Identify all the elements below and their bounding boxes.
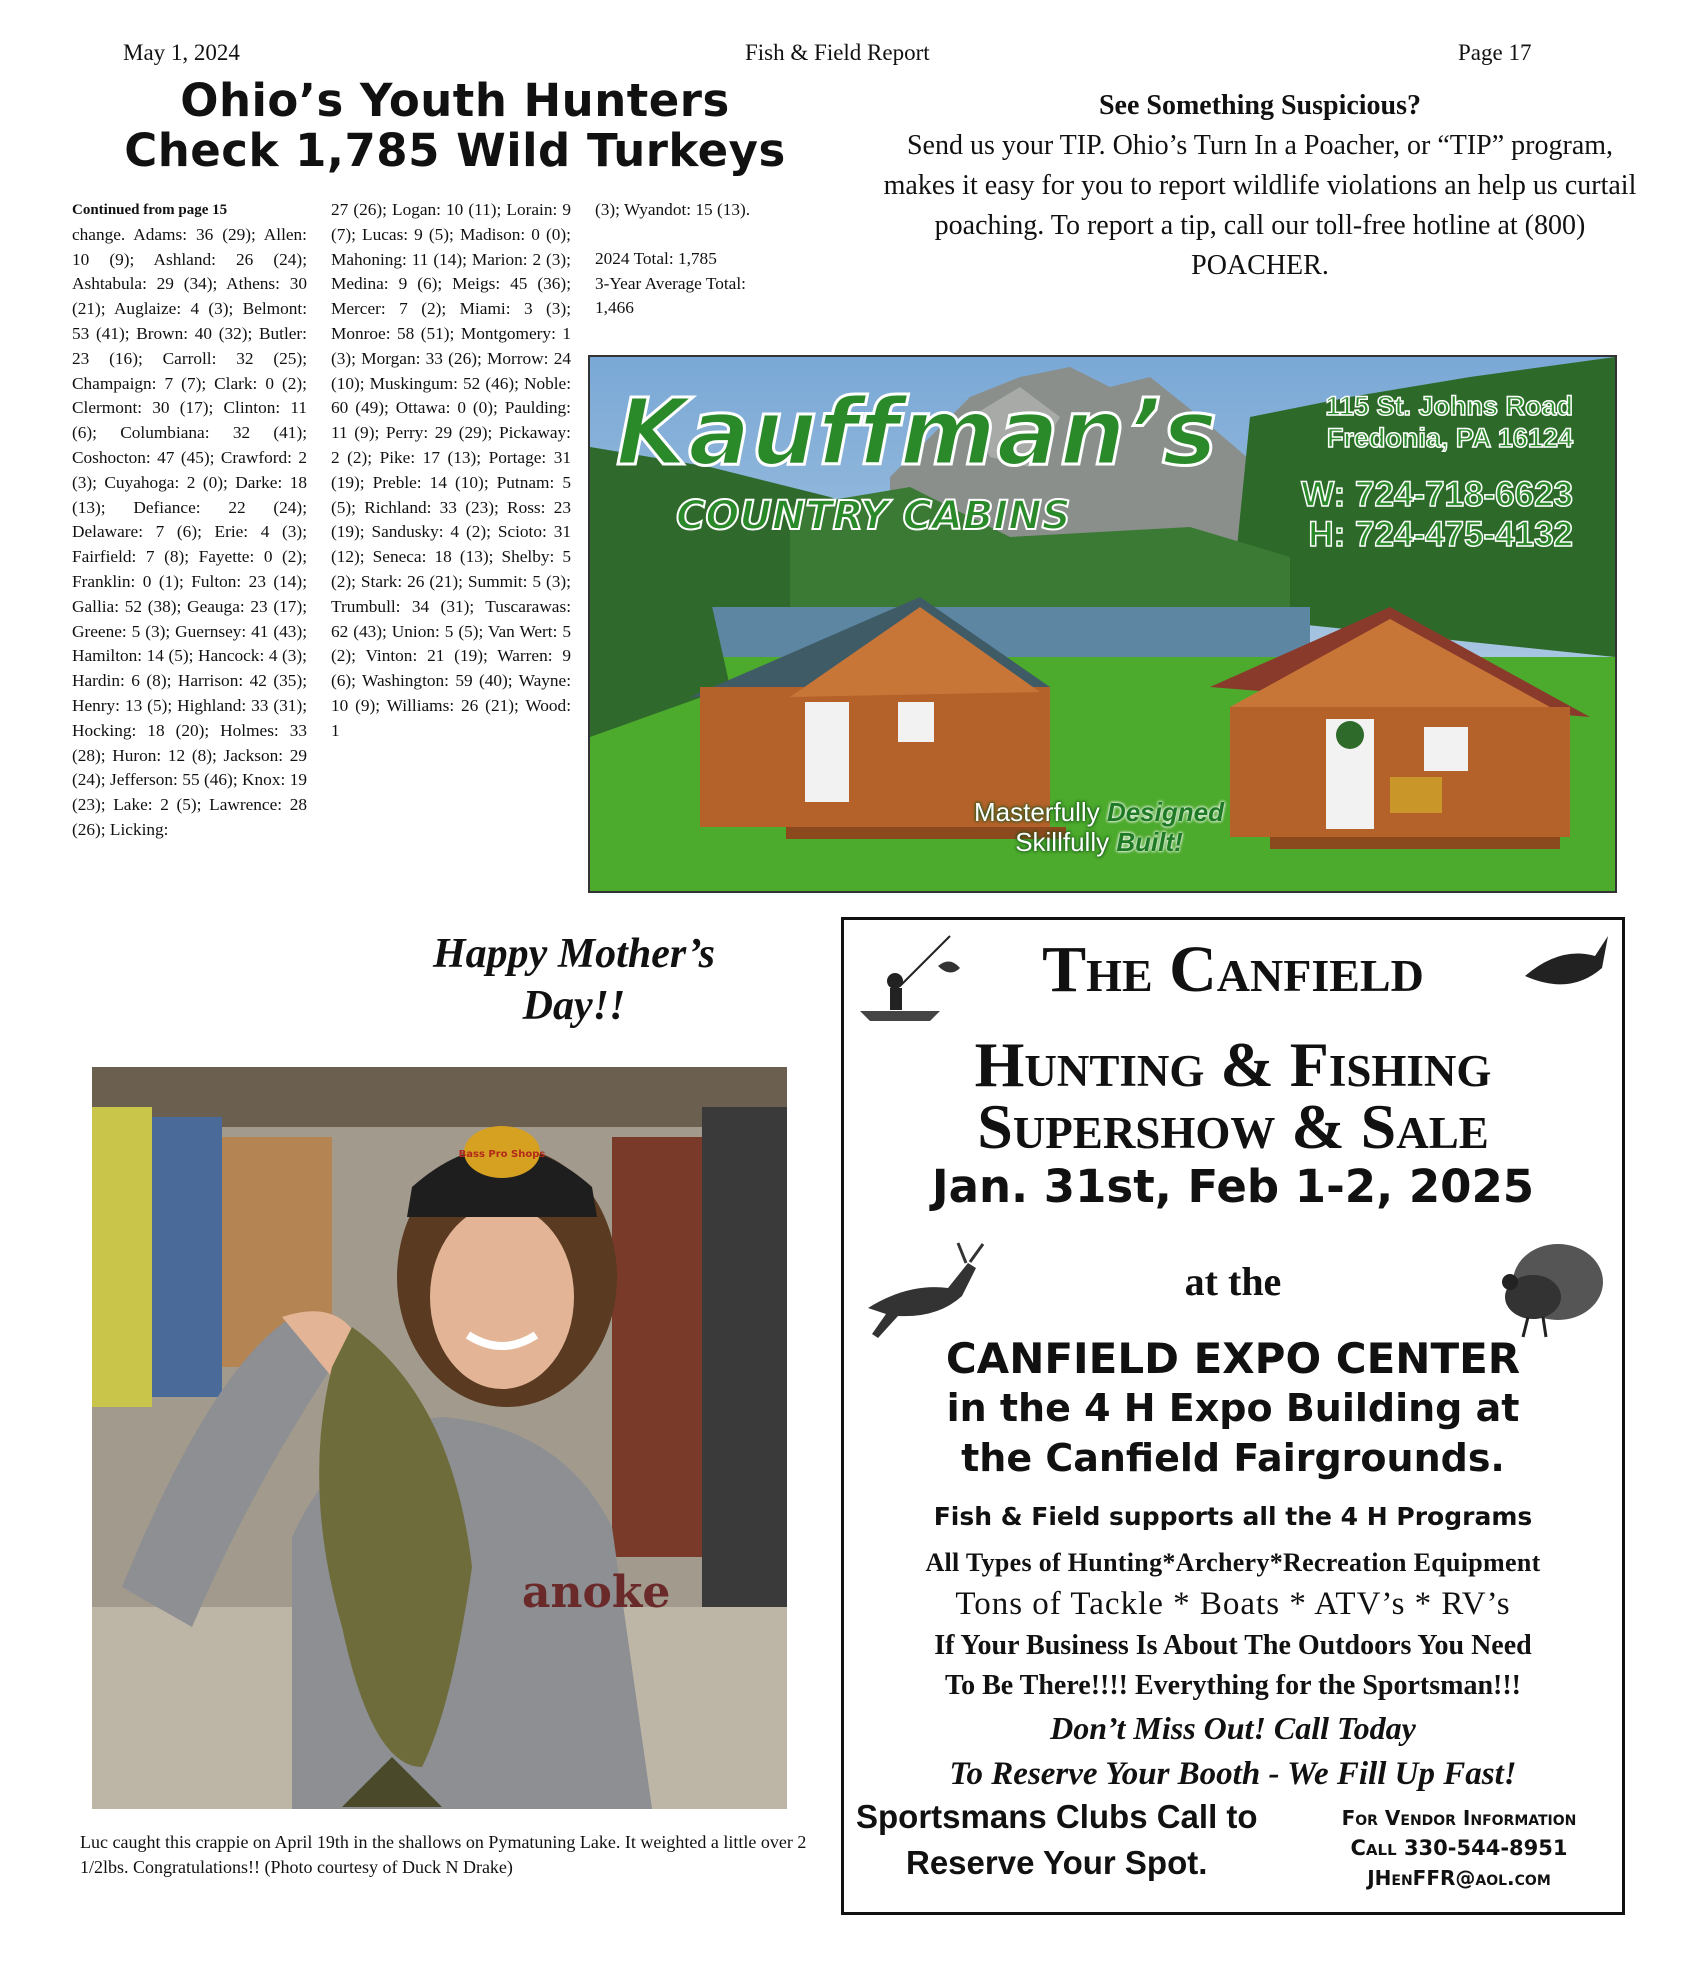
dont-miss-text: Don’t Miss Out! Call Today [1050, 1710, 1416, 1746]
avg-value: 1,466 [595, 298, 634, 318]
kauffman-home-phone: H: 724-475-4132 [1308, 515, 1573, 554]
tackle-boats-line: Tons of Tackle * Boats * ATV’s * RV’s [955, 1586, 1511, 1622]
headline-line-1: Ohio’s Youth Hunters [180, 74, 730, 127]
kauffman-logo-subtitle: COUNTRY CABINS [676, 493, 1071, 539]
show-name-line-2: Supershow & Sale [977, 1091, 1489, 1162]
venue-name: CANFIELD EXPO CENTER [945, 1334, 1521, 1383]
vendor-phone: Call 330-544-8951 [1350, 1836, 1568, 1860]
building-line-1: in the 4 H Expo Building at [946, 1386, 1520, 1430]
column-1-text: change. Adams: 36 (29); Allen: 10 (9); Ashland: 26 (24); Ashtabula: 29 (34); Athens: 30 (21); Auglaize: 4 (3); Belmont: 53 (41); Brown: 40 (32); Butler: 23 (16); Carroll: 32 (25); Champaign: 7 (7); Clark: 0 (2); Clermont: 30 (17); Clinton: 11 (6); Columbiana: 32 (41); Coshocton: 47 (45); Crawford: 2 (3); Cuyahoga: 2 (0); Darke: 18 (13); Defiance: 22 (24); Delaware: 7 (6); Erie: 4 (3); Fairfield: 7 (8); Fayette: 0 (2); Franklin: 0 (1); Fulton: 23 (14); Gallia: 52 (38); Geauga: 23 (17); Greene: 5 (3); Guernsey: 41 (43); Hamilton: 14 (5); Hancock: 4 (3); Hardin: 6 (8); Harrison: 42 (35); Henry: 13 (5); Highland: 33 (31); Hocking: 18 (20); Holmes: 33 (28); Huron: 12 (8); Jackson: 29 (24); Jefferson: 55 (46); Knox: 19 (23); Lake: 2 (5); Lawrence: 28 (26); Licking: [72, 224, 307, 839]
business-line-1: If Your Business Is About The Outdoors You Need [934, 1630, 1532, 1661]
kauffman-cabins-ad [588, 355, 1617, 893]
totals-block [595, 247, 825, 321]
crappie-photo [92, 1067, 787, 1809]
clubs-line-1: Sportsmans Clubs Call to [856, 1798, 1258, 1835]
tip-title: See Something Suspicious? [1098, 90, 1422, 121]
cap-logo-text: Bass Pro Shops [458, 1149, 546, 1160]
face-shape [430, 1205, 574, 1389]
kauffman-logo-name: Kauffman’s [616, 379, 1219, 486]
tagline-designed: Designed [1106, 797, 1224, 827]
article-column-3 [595, 198, 825, 321]
vendor-info-label: For Vendor Information [1341, 1806, 1577, 1830]
photo-caption: Luc caught this crappie on April 19th in the shallows on Pymatuning Lake. It weighted a little over 2 1/2lbs. Congratulations!! (Photo courtesy of Duck N Drake) [80, 1832, 807, 1877]
building-line-2: the Canfield Fairgrounds. [961, 1436, 1505, 1480]
equipment-types: All Types of Hunting*Archery*Recreation Equipment [925, 1548, 1541, 1577]
column-3-text: (3); Wyandot: 15 (13). [595, 200, 751, 219]
mothers-day-greeting [384, 928, 764, 1032]
business-line-2: To Be There!!!! Everything for the Sportsman!!! [944, 1670, 1522, 1701]
publication-name: Fish & Field Report [745, 40, 930, 65]
canfield-title: The Canfield [1042, 933, 1424, 1006]
mothers-day-line-1: Happy Mother’s [433, 931, 715, 977]
issue-date: May 1, 2024 [123, 40, 240, 65]
at-the-text: at the [1184, 1259, 1282, 1304]
article-headline [90, 76, 820, 176]
tip-body: Send us your TIP. Ohio’s Turn In a Poacher, or “TIP” program, makes it easy for you to report wildlife violations an help us curtail poaching. To report a tip, call our toll-free hotline at (800) POACHER. [883, 130, 1637, 281]
canfield-supershow-ad [841, 917, 1625, 1915]
article-column-1 [72, 198, 307, 843]
kauffman-tagline [974, 797, 1224, 857]
page-number: Page 17 [1458, 40, 1532, 65]
supports-4h-text: Fish & Field supports all the 4 H Programs [933, 1502, 1533, 1531]
tagline-skillfully: Skillfully [1015, 827, 1110, 857]
show-dates: Jan. 31st, Feb 1-2, 2025 [931, 1160, 1535, 1213]
continued-note: Continued from page 15 [72, 202, 228, 218]
show-name-line-1: Hunting & Fishing [974, 1029, 1492, 1100]
article-column-2: 27 (26); Logan: 10 (11); Lorain: 9 (7); Lucas: 9 (5); Madison: 0 (0); Mahoning: 11 (14); Marion: 2 (3); Medina: 9 (6); Meigs: 45 (36); Mercer: 7 (2); Miami: 3 (3); Monroe: 58 (51); Montgomery: 1 (3); Morgan: 33 (26); Morrow: 24 (10); Muskingum: 52 (46); Noble: 60 (49); Ottawa: 0 (0); Paulding: 11 (9); Perry: 29 (29); Pickaway: 2 (2); Pike: 17 (13); Portage: 31 (19); Preble: 14 (10); Putnam: 5 (5); Richland: 33 (23); Ross: 23 (19); Sandusky: 4 (2); Scioto: 31 (12); Seneca: 18 (13); Shelby: 5 (2); Stark: 26 (21); Summit: 5 (3); Trumbull: 34 (31); Tuscarawas: 62 (43); Union: 5 (5); Van Wert: 5 (2); Vinton: 21 (19); Warren: 9 (6); Washington: 59 (40); Wayne: 10 (9); Williams: 26 (21); Wood: 1 [331, 200, 571, 740]
avg-label: 3-Year Average Total: [595, 273, 746, 293]
kauffman-address-line-1: 115 St. Johns Road [1325, 391, 1573, 421]
tagline-built: Built! [1116, 827, 1183, 857]
tip-notice [880, 86, 1640, 286]
vendor-email: JHenFFR@aol.com [1367, 1866, 1551, 1890]
kauffman-work-phone: W: 724-718-6623 [1301, 475, 1573, 514]
clubs-line-2: Reserve Your Spot. [906, 1844, 1208, 1881]
total-2024: 2024 Total: 1,785 [595, 248, 717, 268]
mothers-day-line-2: Day!! [522, 983, 626, 1029]
photo-illustration [92, 1067, 787, 1809]
reserve-booth-text: To Reserve Your Booth - We Fill Up Fast! [949, 1756, 1517, 1792]
kauffman-address-line-2: Fredonia, PA 16124 [1326, 423, 1573, 453]
headline-line-2: Check 1,785 Wild Turkeys [124, 124, 786, 177]
tagline-masterfully: Masterfully [974, 797, 1100, 827]
hoodie-text: anoke [522, 1567, 671, 1618]
